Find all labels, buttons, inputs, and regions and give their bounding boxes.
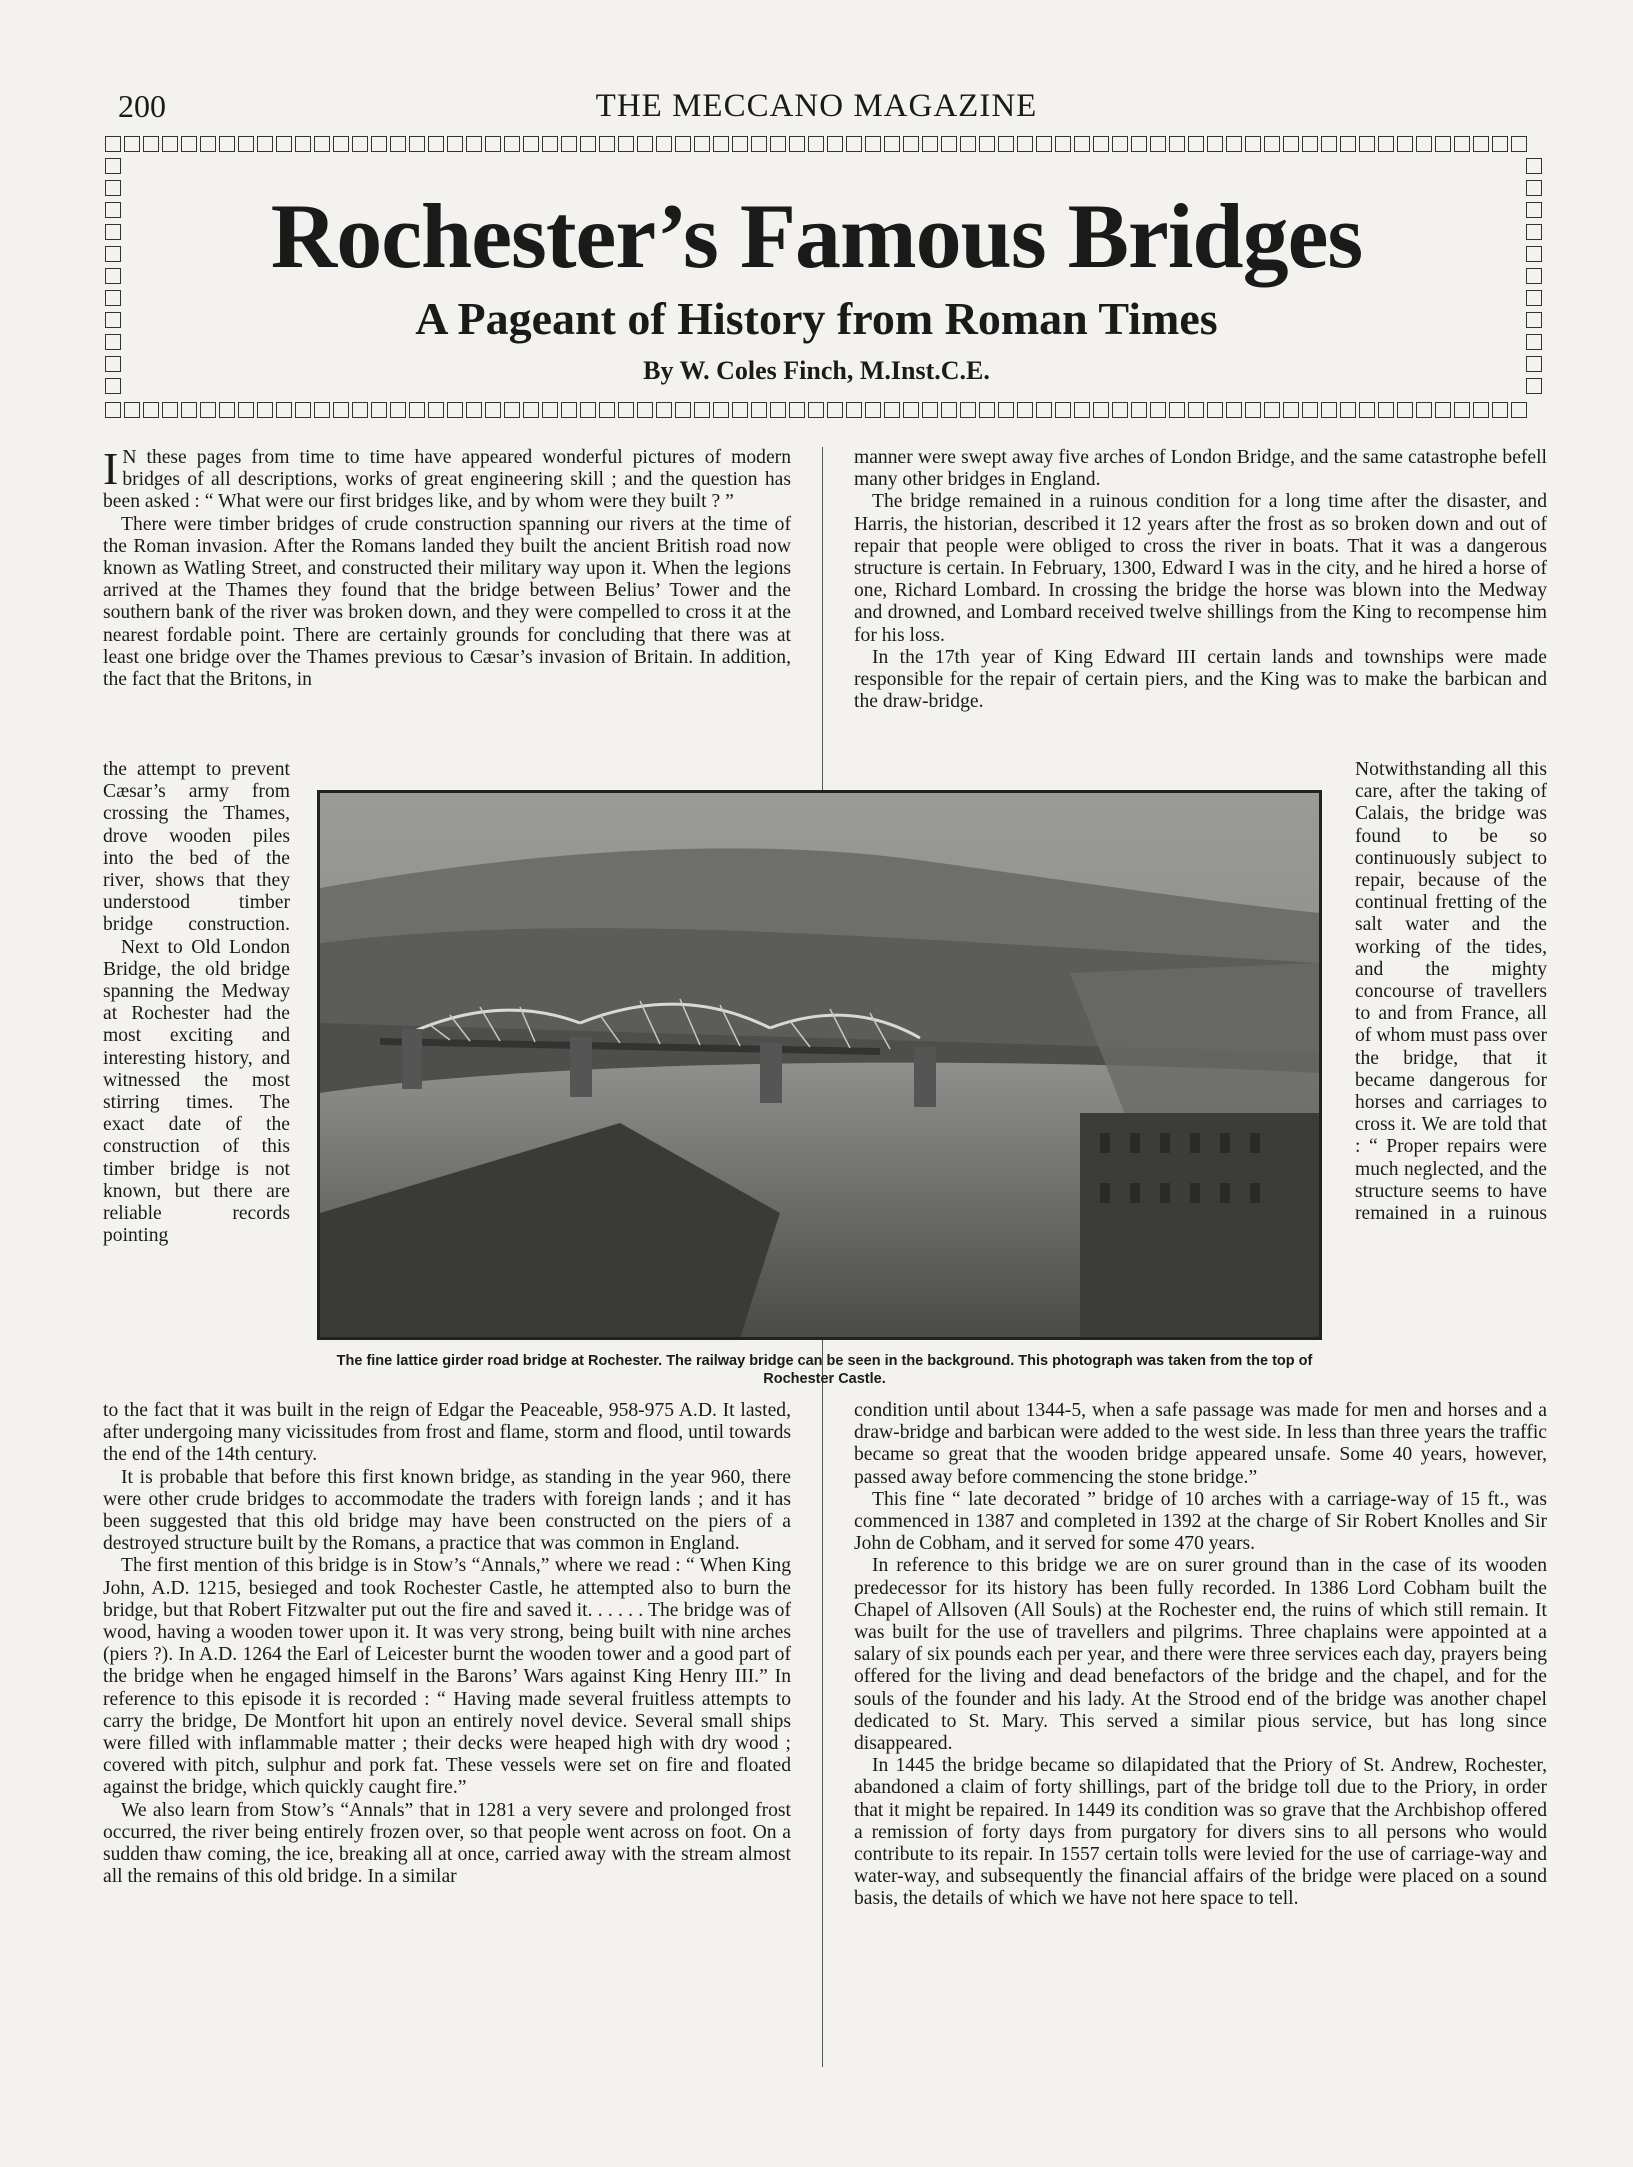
border-square xyxy=(1112,402,1128,418)
border-square xyxy=(998,402,1014,418)
border-square xyxy=(1074,402,1090,418)
border-square xyxy=(276,402,292,418)
border-square xyxy=(257,402,273,418)
border-square xyxy=(219,136,235,152)
border-square xyxy=(1359,402,1375,418)
border-square xyxy=(124,136,140,152)
paragraph: manner were swept away five arches of London Bridge, and the same catastrophe befell many other bridges in England. xyxy=(854,447,1547,491)
border-square xyxy=(1473,402,1489,418)
border-square xyxy=(181,402,197,418)
border-square xyxy=(694,136,710,152)
border-square xyxy=(1492,136,1508,152)
border-square xyxy=(219,402,235,418)
border-square xyxy=(1340,136,1356,152)
border-square xyxy=(846,402,862,418)
border-square xyxy=(352,136,368,152)
border-square xyxy=(1511,136,1527,152)
border-square xyxy=(694,402,710,418)
border-square xyxy=(1245,402,1261,418)
border-square xyxy=(922,402,938,418)
border-square xyxy=(1359,136,1375,152)
border-square xyxy=(1188,402,1204,418)
border-square xyxy=(827,402,843,418)
border-square xyxy=(143,402,159,418)
border-square xyxy=(1188,136,1204,152)
border-square xyxy=(1131,136,1147,152)
border-square xyxy=(542,402,558,418)
border-square xyxy=(599,402,615,418)
border-square xyxy=(675,136,691,152)
border-square xyxy=(998,136,1014,152)
right-column-bottom xyxy=(854,1400,1547,1911)
paragraph: There were timber bridges of crude construction spanning our rivers at the time of the Roman invasion. After the Romans landed they built the ancient British road now known as Watling Street, and constructed their military way upon it. When the legions arrived at the Thames they found that the bridge between Belius’ Tower and the southern bank of the river was broken down, and they were compelled to cross it at the nearest fordable point. There are certainly grounds for concluding that there was at least one bridge over the Thames previous to Cæsar’s invasion of Britain. In addition, the fact that the Britons, in xyxy=(103,513,791,691)
border-square xyxy=(732,402,748,418)
border-square xyxy=(105,136,121,152)
border-square xyxy=(1036,136,1052,152)
left-narrow-column xyxy=(103,759,290,1247)
border-square xyxy=(105,158,121,174)
border-square xyxy=(618,136,634,152)
left-column-bottom xyxy=(103,1400,791,1888)
border-square xyxy=(656,402,672,418)
border-square xyxy=(1321,136,1337,152)
border-square xyxy=(618,402,634,418)
border-square xyxy=(1264,402,1280,418)
border-square xyxy=(390,402,406,418)
border-square xyxy=(1150,402,1166,418)
paragraph: Next to Old London Bridge, the old bridge spanning the Medway at Rochester had the most exciting and interesting history, and witnessed the most stirring times. The exact date of the construction of this timber bridge is not known, but there are reliable records pointing xyxy=(103,936,290,1247)
border-square xyxy=(1226,136,1242,152)
border-square xyxy=(238,136,254,152)
border-square xyxy=(1036,402,1052,418)
border-square xyxy=(960,402,976,418)
border-square xyxy=(580,402,596,418)
border-square xyxy=(561,402,577,418)
border-square xyxy=(333,136,349,152)
border-square xyxy=(903,136,919,152)
border-square xyxy=(466,136,482,152)
border-square xyxy=(1245,136,1261,152)
border-square xyxy=(1416,136,1432,152)
border-square xyxy=(1454,136,1470,152)
border-square xyxy=(865,402,881,418)
border-square xyxy=(751,136,767,152)
border-square xyxy=(1473,136,1489,152)
border-square xyxy=(1302,136,1318,152)
border-square xyxy=(1226,402,1242,418)
drop-cap: I xyxy=(103,443,119,494)
border-square xyxy=(466,402,482,418)
paragraph: In reference to this bridge we are on surer ground than in the case of its wooden predecessor for its history has been fully recorded. In 1386 Lord Cobham built the Chapel of Allsoven (All Souls) at the Rochester end, the ruins of which still remain. It was built for the use of travellers and pilgrims. Three chaplains were appointed at a salary of six pounds each per year, and there were three services each day, prayers being offered for the living and dead benefactors of the bridge and the chapel, and for the souls of the founder and his lady. At the Strood end of the bridge was another chapel dedicated to St. Mary. This served a similar pious service, but has long since disappeared. xyxy=(854,1555,1547,1755)
border-square xyxy=(1526,158,1542,174)
border-square xyxy=(447,402,463,418)
border-square xyxy=(1435,136,1451,152)
border-square xyxy=(1112,136,1128,152)
border-square xyxy=(1074,136,1090,152)
border-square xyxy=(200,402,216,418)
border-square xyxy=(1302,402,1318,418)
border-square xyxy=(1378,402,1394,418)
border-square xyxy=(637,136,653,152)
paragraph: It is probable that before this first known bridge, as standing in the year 960, there were other crude bridges to accommodate the traders with foreign lands ; and it has been suggested that this old bridge may have been constructed on the piers of a destroyed structure built by the Romans, a practice that was common in England. xyxy=(103,1466,791,1555)
border-square xyxy=(1169,136,1185,152)
paragraph: We also learn from Stow’s “Annals” that in 1281 a very severe and prolonged frost occurred, the river being entirely frozen over, so that people went across on foot. On a sudden thaw coming, the ice, breaking all at once, carried away with the stream almost all the remains of this old bridge. In a similar xyxy=(103,1799,791,1888)
left-column-top xyxy=(103,443,791,691)
border-square xyxy=(371,136,387,152)
border-square xyxy=(314,402,330,418)
border-square xyxy=(637,402,653,418)
photo-caption: The fine lattice girder road bridge at Rochester. The railway bridge can be seen in the background. This photograph was taken from the top of Rochester Castle. xyxy=(336,1353,1313,1387)
border-square xyxy=(238,402,254,418)
border-square xyxy=(276,136,292,152)
paragraph: The bridge remained in a ruinous condition for a long time after the disaster, and Harris, the historian, described it 12 years after the frost as so broken down and out of repair that people were obliged to cross the river in boats. That it was a dangerous structure is certain. In February, 1300, Edward I was in the city, and he hired a horse of one, Richard Lombard. In crossing the bridge the horse was blown into the Medway and drowned, and Lombard received twelve shillings from the King to recompense him for his loss. xyxy=(854,491,1547,646)
border-square xyxy=(751,402,767,418)
border-square xyxy=(808,136,824,152)
paragraph: the attempt to prevent Cæsar’s army from crossing the Thames, drove wooden piles into the bed of the river, shows that they understood timber bridge construction. xyxy=(103,759,290,936)
border-square xyxy=(770,136,786,152)
border-square xyxy=(162,402,178,418)
paragraph: The first mention of this bridge is in Stow’s “Annals,” where we read : “ When King John, A.D. 1215, besieged and took Rochester Castle, he attempted also to burn the bridge, but that Robert Fitzwalter put out the fire and saved it. . . . . . The bridge was of wood, having a wooden tower upon it. It was very strong, being built with nine arches (piers ?). In A.D. 1264 the Earl of Leicester burnt the wooden tower and a good part of the bridge when he engaged himself in the Barons’ Wars against King Henry III.” In reference to this episode it is recorded : “ Having made several fruitless attempts to carry the bridge, De Montfort hit upon an entirely novel device. Several small ships were filled with inflammable matter ; their decks were heaped high with dry wood ; covered with pitch, sulphur and pork fat. These vessels were set on fire and floated against the bridge, which quickly caught fire.” xyxy=(103,1555,791,1799)
border-square xyxy=(713,136,729,152)
border-square xyxy=(1397,136,1413,152)
article-subtitle: A Pageant of History from Roman Times xyxy=(415,293,1218,344)
border-square xyxy=(105,402,121,418)
border-square xyxy=(675,402,691,418)
border-square xyxy=(485,136,501,152)
border-square xyxy=(162,136,178,152)
border-square xyxy=(789,136,805,152)
border-square xyxy=(504,402,520,418)
border-square xyxy=(1492,402,1508,418)
border-square xyxy=(1055,136,1071,152)
border-square xyxy=(1131,402,1147,418)
border-square xyxy=(1207,136,1223,152)
border-square xyxy=(941,136,957,152)
border-square xyxy=(200,136,216,152)
border-square xyxy=(124,402,140,418)
border-square xyxy=(181,136,197,152)
border-square xyxy=(428,136,444,152)
right-column-top xyxy=(854,447,1547,713)
border-square xyxy=(561,136,577,152)
paragraph: to the fact that it was built in the reign of Edgar the Peaceable, 958-975 A.D. It lasted, after undergoing many vicissitudes from frost and flame, storm and flood, until towards the end of the 14th century. xyxy=(103,1400,791,1466)
border-square xyxy=(409,136,425,152)
border-square xyxy=(1264,136,1280,152)
border-square xyxy=(314,136,330,152)
border-square xyxy=(599,136,615,152)
border-square xyxy=(428,402,444,418)
border-square xyxy=(143,136,159,152)
page-number: 200 xyxy=(118,88,166,124)
border-square xyxy=(1169,402,1185,418)
border-square xyxy=(1017,136,1033,152)
border-square xyxy=(447,136,463,152)
border-square xyxy=(732,136,748,152)
border-square xyxy=(713,402,729,418)
border-square xyxy=(770,402,786,418)
border-square xyxy=(295,402,311,418)
border-square xyxy=(523,402,539,418)
border-square xyxy=(979,136,995,152)
bridge-photograph xyxy=(317,790,1322,1340)
border-square xyxy=(485,402,501,418)
article-title: Rochester’s Famous Bridges xyxy=(270,185,1363,287)
border-square xyxy=(1435,402,1451,418)
border-square xyxy=(504,136,520,152)
border-square xyxy=(846,136,862,152)
border-square xyxy=(1093,136,1109,152)
border-square xyxy=(352,402,368,418)
border-square xyxy=(1378,136,1394,152)
border-square xyxy=(1454,402,1470,418)
border-square xyxy=(1321,402,1337,418)
paragraph: This fine “ late decorated ” bridge of 10 arches with a carriage-way of 15 ft., was commenced in 1387 and completed in 1392 at the charge of Sir Robert Knolles and Sir John de Cobham, and it served for some 470 years. xyxy=(854,1488,1547,1555)
border-square xyxy=(1055,402,1071,418)
border-square xyxy=(1511,402,1527,418)
border-square xyxy=(1150,136,1166,152)
border-square xyxy=(1017,402,1033,418)
paragraph: In the 17th year of King Edward III certain lands and townships were made responsible for the repair of certain piers, and the King was to make the barbican and the draw-bridge. xyxy=(854,646,1547,713)
border-square xyxy=(960,136,976,152)
right-narrow-column xyxy=(1355,759,1547,1225)
border-square xyxy=(257,136,273,152)
border-square xyxy=(1093,402,1109,418)
border-square xyxy=(333,402,349,418)
border-square xyxy=(827,136,843,152)
paragraph: condition until about 1344-5, when a safe passage was made for men and horses and a draw-bridge and barbican were added to the west side. In less than three years the traffic became so great that the wooden bridge appeared unsafe. Some 40 years, however, passed away before commencing the stone bridge.” xyxy=(854,1400,1547,1488)
border-square xyxy=(808,402,824,418)
paragraph: I N these pages from time to time have appeared wonderful pictures of modern bridges of all descriptions, works of great engineering skill ; and the question has been asked : “ What were our first bridges like, and by whom were they built ? ” xyxy=(103,443,791,513)
border-square xyxy=(1283,136,1299,152)
border-square xyxy=(865,136,881,152)
border-square xyxy=(979,402,995,418)
border-square xyxy=(1340,402,1356,418)
border-square xyxy=(409,402,425,418)
paragraph: In 1445 the bridge became so dilapidated that the Priory of St. Andrew, Rochester, abandoned a claim of forty shillings, part of the bridge toll due to the Priory, in order that it might be repaired. In 1449 its condition was so grave that the Archbishop offered a remission of forty days from purgatory for divers sins to all persons who would contribute to its repair. In 1557 certain tolls were levied for the use of carriage-way and water-way, and subsequently the financial affairs of the bridge were placed on a sound basis, the details of which we have not here space to tell. xyxy=(854,1755,1547,1910)
border-square xyxy=(903,402,919,418)
border-square xyxy=(371,402,387,418)
border-square xyxy=(542,136,558,152)
border-square xyxy=(884,402,900,418)
border-square xyxy=(656,136,672,152)
border-square xyxy=(523,136,539,152)
bridge-photo-illustration xyxy=(320,793,1320,1338)
article-byline: By W. Coles Finch, M.Inst.C.E. xyxy=(643,356,990,385)
border-square xyxy=(1397,402,1413,418)
border-square xyxy=(922,136,938,152)
border-square xyxy=(884,136,900,152)
border-square xyxy=(390,136,406,152)
border-square xyxy=(1416,402,1432,418)
border-square xyxy=(789,402,805,418)
border-square xyxy=(580,136,596,152)
paragraph: Notwithstanding all this care, after the taking of Calais, the bridge was found to be so continuously subject to repair, because of the continual fretting of the salt water and the working of the tides, and the mighty concourse of travellers to and from France, all of whom must pass over the bridge, that it became dangerous for horses and carriages to cross it. We are told that : “ Proper repairs were much neglected, and the structure seems to have remained in a ruinous xyxy=(1355,759,1547,1225)
magazine-title: THE MECCANO MAGAZINE xyxy=(595,88,1038,124)
border-square xyxy=(941,402,957,418)
border-square xyxy=(295,136,311,152)
border-square xyxy=(1207,402,1223,418)
border-square xyxy=(1283,402,1299,418)
